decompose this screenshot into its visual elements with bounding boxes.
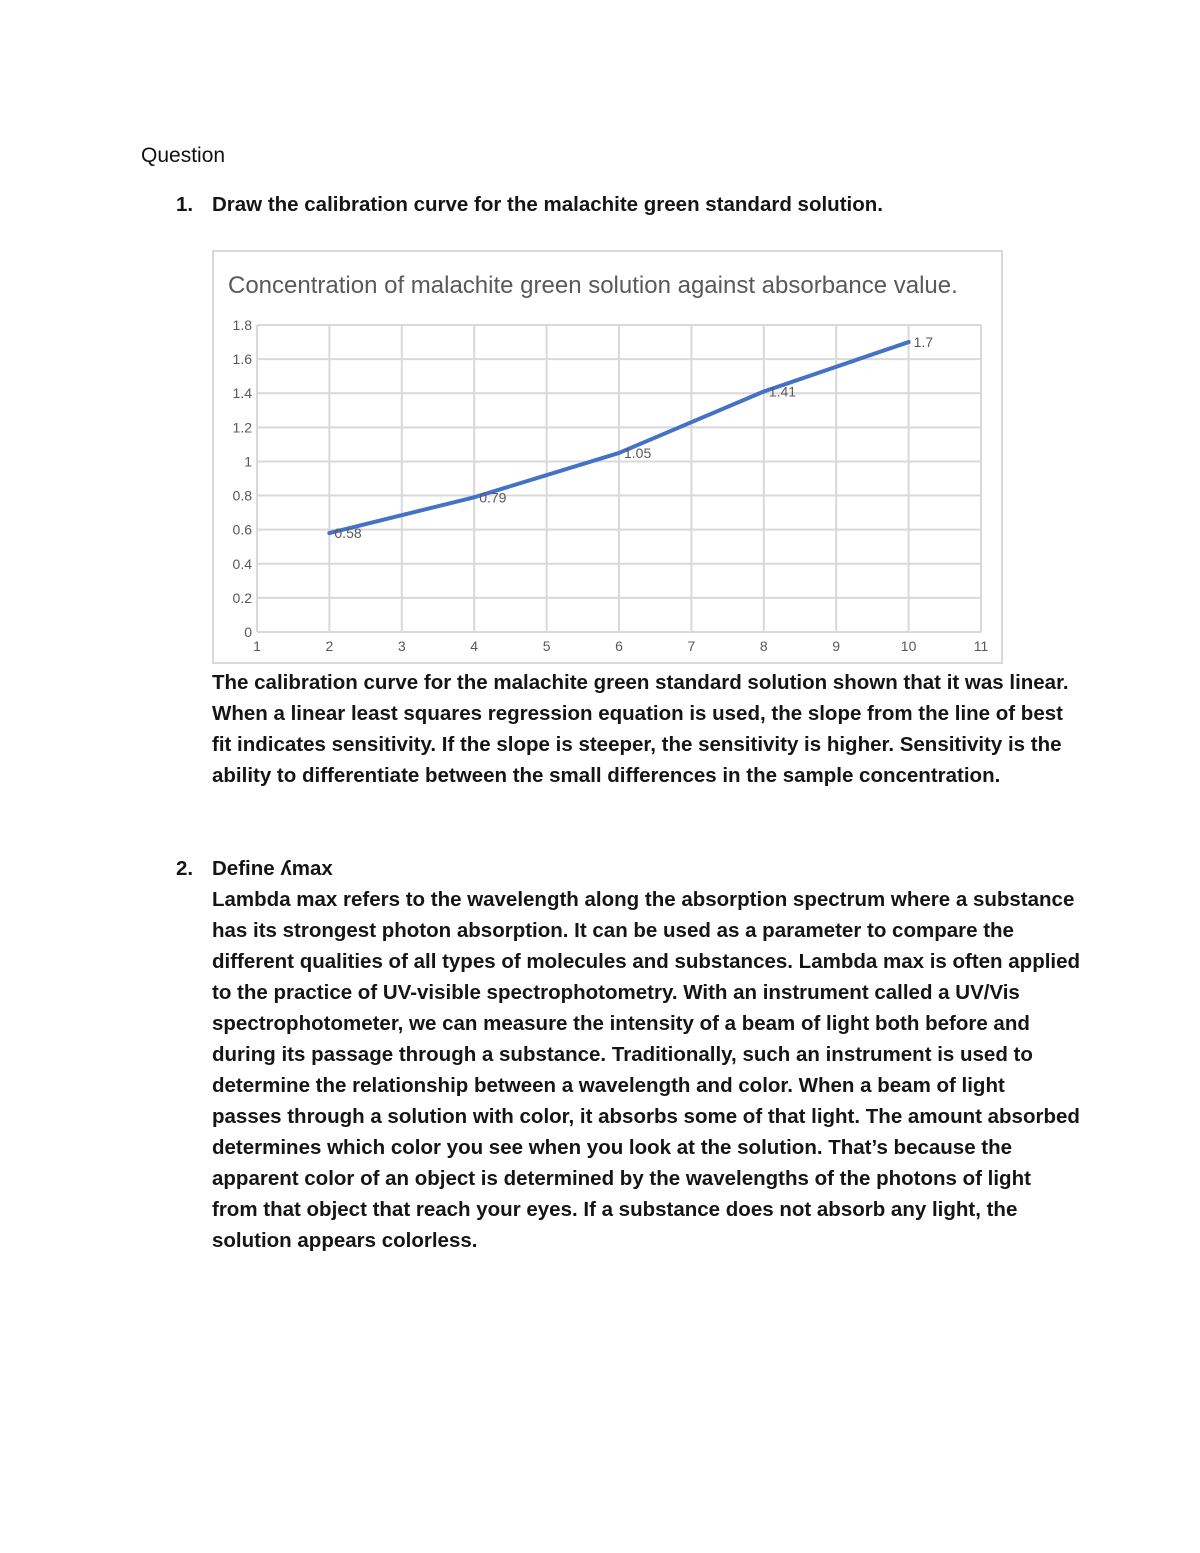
- x-tick-label: 2: [325, 638, 334, 654]
- calibration-chart: [212, 250, 1003, 664]
- y-tick-label: 1.4: [232, 385, 252, 402]
- y-tick-label: 0.8: [232, 487, 252, 504]
- x-tick-label: 11: [973, 638, 989, 654]
- answer-line: passes through a solution with color, it absorbs some of that light. The amount absorbed: [212, 1105, 1080, 1128]
- chart-plot-area: [214, 252, 1001, 662]
- question-1-text: Draw the calibration curve for the malachite green standard solution.: [212, 193, 883, 216]
- data-label: 1.41: [768, 383, 797, 400]
- answer-line: spectrophotometer, we can measure the intensity of a beam of light both before and: [212, 1012, 1030, 1035]
- chart-title: Concentration of malachite green solution against absorbance value.: [228, 272, 958, 299]
- question-1-number: 1.: [176, 193, 194, 216]
- x-tick-label: 7: [687, 638, 696, 654]
- answer-line: determines which color you see when you look at the solution. That’s because the: [212, 1136, 1013, 1159]
- y-tick-label: 1: [244, 453, 252, 470]
- y-tick-label: 1.6: [232, 351, 252, 368]
- answer-line: different qualities of all types of molecules and substances. Lambda max is often applied: [212, 950, 1081, 973]
- answer-line: When a linear least squares regression equation is used, the slope from the line of best: [212, 702, 1063, 725]
- x-tick-label: 3: [397, 638, 406, 654]
- y-tick-label: 0.2: [232, 589, 252, 606]
- data-label: 0.58: [334, 525, 362, 542]
- y-tick-label: 0.6: [232, 521, 252, 538]
- answer-line: from that object that reach your eyes. If a substance does not absorb any light, the: [212, 1198, 1018, 1221]
- data-point: [617, 451, 621, 455]
- data-point: [472, 495, 476, 499]
- y-tick-label: 1.2: [232, 419, 252, 436]
- data-label: 0.79: [479, 489, 507, 506]
- question-2-text: Define ʎmax: [212, 857, 333, 880]
- answer-line: fit indicates sensitivity. If the slope is steeper, the sensitivity is higher. Sensitivity is the: [212, 733, 1062, 756]
- answer-line: determine the relationship between a wavelength and color. When a beam of light: [212, 1074, 1005, 1097]
- y-tick-label: 1.8: [232, 317, 252, 333]
- data-label: 1.05: [624, 444, 652, 461]
- data-point: [327, 531, 331, 535]
- x-tick-label: 9: [832, 638, 841, 654]
- page-heading: Question: [141, 144, 226, 167]
- data-label: 1.7: [913, 334, 934, 351]
- answer-line: solution appears colorless.: [212, 1229, 478, 1252]
- answer-line: Lambda max refers to the wavelength along the absorption spectrum where a substance: [212, 888, 1075, 911]
- answer-line: during its passage through a substance. Traditionally, such an instrument is used to: [212, 1043, 1033, 1066]
- x-tick-label: 8: [759, 638, 768, 654]
- y-tick-label: 0.4: [232, 555, 252, 572]
- x-tick-label: 4: [470, 638, 479, 654]
- data-point: [762, 390, 766, 394]
- x-tick-label: 6: [615, 638, 623, 654]
- answer-line: to the practice of UV-visible spectrophotometry. With an instrument called a UV/Vis: [212, 981, 1020, 1004]
- question-2-number: 2.: [176, 857, 194, 880]
- x-tick-label: 10: [900, 638, 917, 654]
- answer-line: apparent color of an object is determined by the wavelengths of the photons of light: [212, 1167, 1031, 1190]
- answer-line: The calibration curve for the malachite green standard solution shown that it was linear.: [212, 671, 1069, 694]
- x-tick-label: 5: [542, 638, 551, 654]
- answer-line: ability to differentiate between the small differences in the sample concentration.: [212, 764, 1001, 787]
- x-tick-label: 1: [253, 638, 261, 654]
- y-tick-label: 0: [244, 624, 252, 640]
- answer-line: has its strongest photon absorption. It can be used as a parameter to compare the: [212, 919, 1014, 942]
- question-1-answer: [212, 667, 1072, 791]
- question-2-answer: [212, 884, 1081, 1256]
- data-point: [907, 340, 911, 344]
